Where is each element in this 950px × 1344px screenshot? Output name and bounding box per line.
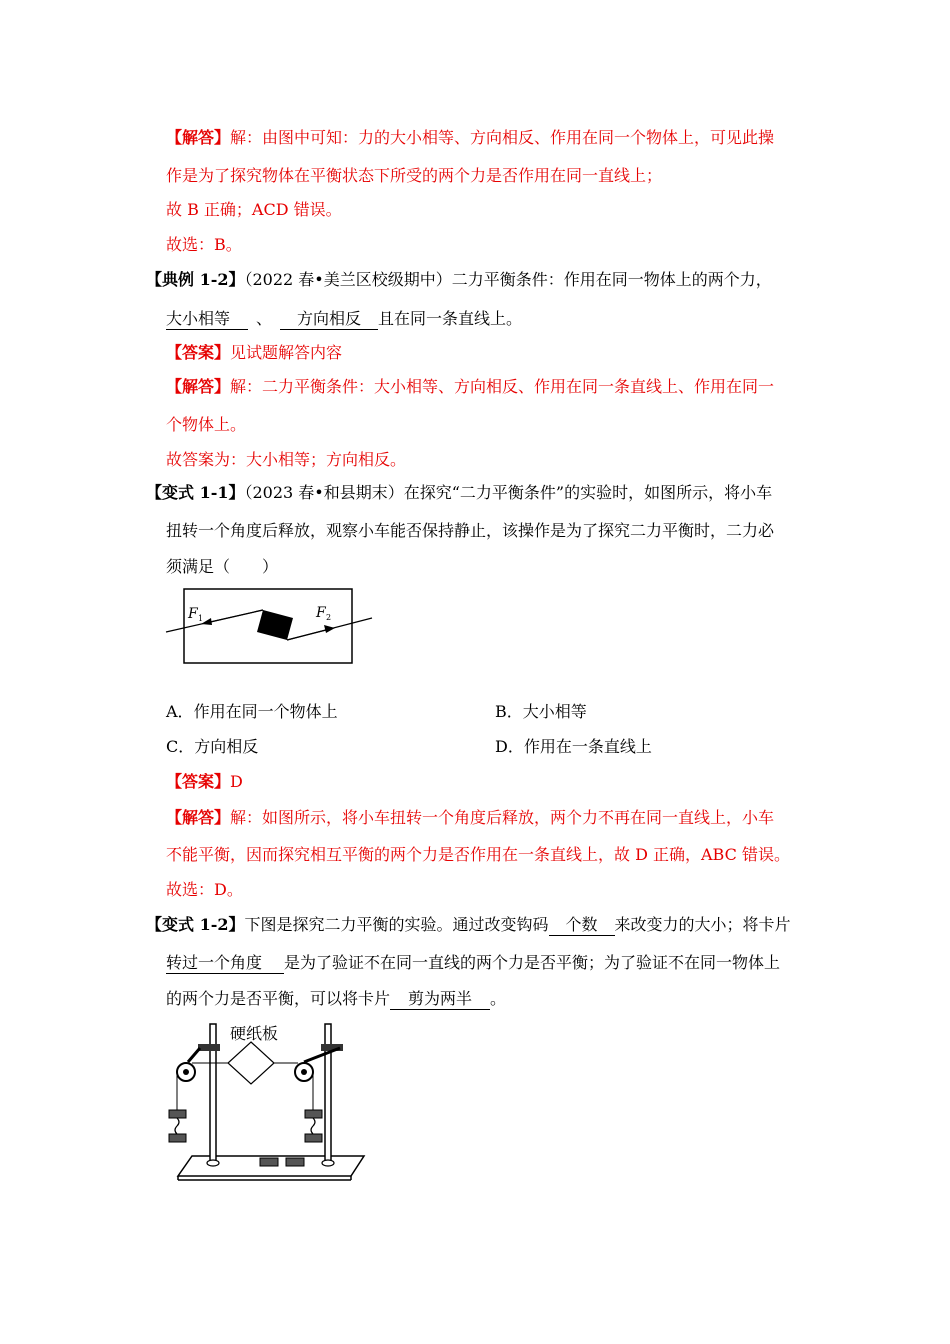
option-text: 大小相等 [522,702,587,721]
cardboard-label: 硬纸板 [230,1024,279,1043]
option-c[interactable] [166,736,258,758]
analysis-line: 不能平衡，因而探究相互平衡的两个力是否作用在一条直线上，故 D 正确，ABC 错误。 [166,845,790,864]
stem-text: 来改变力的大小；将卡片 [614,915,791,934]
option-text: 作用在一条直线上 [523,737,652,756]
hook-weight [305,1110,322,1118]
analysis-text: 解：如图所示，将小车扭转一个角度后释放，两个力不再在同一直线上，小车 [230,808,775,827]
analysis-text: 解：由图中可知：力的大小相等、方向相反、作用在同一个物体上，可见此操 [230,128,775,147]
pulley-axle [183,1069,189,1075]
torsion-figure [160,585,375,667]
stem-text: 是为了验证不在同一直线的两个力是否平衡；为了验证不在同一物体上 [284,953,781,972]
answer-blank: 大小相等 [166,309,248,330]
option-letter: C． [166,737,195,756]
label-f2-sub: 2 [326,613,332,622]
stem-text: 的两个力是否平衡，可以将卡片 [166,989,391,1008]
analysis-line [166,807,774,829]
weight-hook [311,1118,315,1134]
analysis-line [166,127,774,149]
answer-line [166,771,243,793]
answer-blank: 转过一个角度 [166,953,284,974]
choice-line: 故选：D。 [166,880,243,899]
option-letter: A． [166,702,194,721]
stem-text: 须满足（ ） [166,557,279,576]
variant-label: 【变式 1-2】 [146,915,245,934]
variant-stem [146,482,772,504]
stem-text: （2022 春•美兰区校级期中）二力平衡条件：作用在同一物体上的两个力， [244,270,772,289]
label-f2: F [316,605,326,621]
answer-text: 见试题解答内容 [230,343,343,362]
option-b[interactable] [495,701,587,723]
answer-line [166,342,342,364]
left-clamp [198,1044,220,1051]
stem-text: 下图是探究二力平衡的实验。通过改变钩码 [244,915,549,934]
example-label: 【典例 1-2】 [146,270,245,289]
hook-weight [169,1110,186,1118]
variant-stem [146,914,791,936]
analysis-text: 解：二力平衡条件：大小相等、方向相反、作用在同一条直线上、作用在同一 [230,377,775,396]
variant-stem-line2 [166,952,780,974]
option-a[interactable] [166,701,338,723]
weight-hook [175,1118,179,1134]
answer-blank: 方向相反 [280,309,378,330]
stem-text: 且在同一条直线上。 [378,309,523,328]
analysis-label: 【解答】 [166,377,231,396]
variant-stem-line3 [166,988,506,1010]
analysis-line: 故 B 正确；ACD 错误。 [166,200,342,219]
cardboard-card [228,1042,274,1084]
option-letter: D． [495,737,524,756]
analysis-line: 个物体上。 [166,415,247,434]
answer-text: D [230,772,243,791]
pulley-axle [301,1069,307,1075]
option-d[interactable] [495,736,652,758]
choice-line: 故选：B。 [166,235,242,254]
label-f1: F [188,606,198,622]
balance-apparatus-figure [164,1018,384,1183]
spare-weight [260,1158,278,1166]
analysis-label: 【解答】 [166,128,231,147]
stem-text: 扭转一个角度后释放，观察小车能否保持静止，该操作是为了探究二力平衡时，二力必 [166,521,775,540]
option-letter: B． [495,702,523,721]
stand-foot [207,1160,219,1166]
stand-foot [322,1160,334,1166]
hook-weight [169,1134,186,1142]
stem-text: （2023 春•和县期末）在探究“二力平衡条件”的实验时，如图所示，将小车 [244,483,773,502]
spare-weight [286,1158,304,1166]
answer-label: 【答案】 [166,343,231,362]
option-text: 作用在同一个物体上 [193,702,338,721]
example-stem-line2 [166,308,522,330]
answer-blank: 剪为两半 [390,989,490,1010]
answer-label: 【答案】 [166,772,231,791]
stem-text: 。 [490,989,507,1008]
analysis-label: 【解答】 [166,808,231,827]
analysis-line [166,376,774,398]
answer-blank: 个数 [549,915,615,936]
analysis-line: 作是为了探究物体在平衡状态下所受的两个力是否作用在同一直线上； [166,166,663,185]
variant-label: 【变式 1-1】 [146,483,245,502]
hook-weight [305,1134,322,1142]
final-answer-line: 故答案为：大小相等；方向相反。 [166,450,407,469]
label-f1-sub: 1 [198,614,204,623]
option-text: 方向相反 [194,737,259,756]
pulley-arm [188,1048,200,1062]
example-stem [146,269,772,291]
separator: 、 [256,309,273,328]
